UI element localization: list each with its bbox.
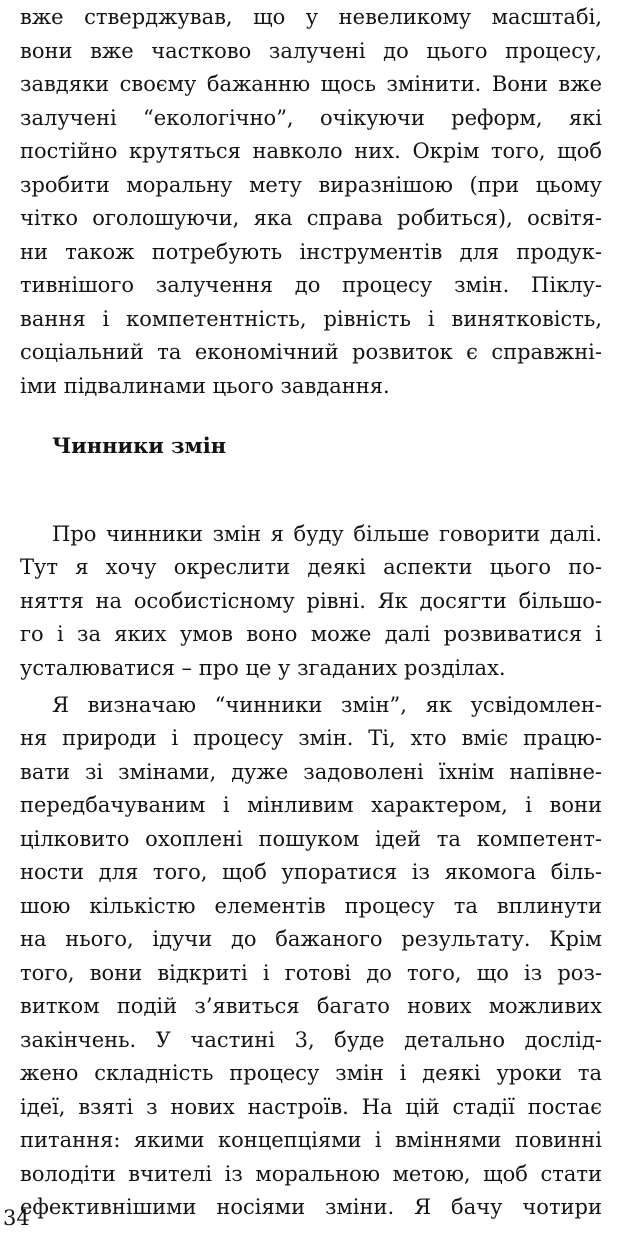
text-line: вати зі змінами, дуже задоволені їхнім напівне- bbox=[20, 760, 602, 784]
section-heading: Чинники змін bbox=[52, 433, 227, 458]
text-line: закінчень. У частині 3, буде детально дослід- bbox=[20, 1028, 602, 1052]
text-line: Про чинники змін я буду більше говорити далі. bbox=[52, 522, 602, 546]
text-line: жено складність процесу змін і деякі уроки та bbox=[20, 1061, 602, 1085]
text-line: ни також потребують інструментів для продук- bbox=[20, 240, 602, 264]
text-line: Я визначаю “чинники змін”, як усвідомлен- bbox=[52, 693, 602, 717]
text-line: питання: якими концепціями і вміннями повинні bbox=[20, 1128, 602, 1152]
text-line: на нього, ідучи до бажаного результату. Крім bbox=[20, 927, 602, 951]
text-line: чітко оголошуючи, яка справа робиться), освітя- bbox=[20, 206, 602, 230]
text-line: ідеї, взяті з нових настроїв. На цій стадії постає bbox=[20, 1095, 602, 1119]
text-line: передбачуваним і мінливим характером, і вони bbox=[20, 793, 602, 817]
text-line: ня природи і процесу змін. Ті, хто вміє працю- bbox=[20, 726, 602, 750]
text-line: залучені “екологічно”, очікуючи реформ, які bbox=[20, 106, 602, 130]
text-line: тивнішого залучення до процесу змін. Піклу- bbox=[20, 273, 602, 297]
text-line: цілковито охоплені пошуком ідей та компетент- bbox=[20, 827, 602, 851]
text-line: іми підвалинами цього завдання. bbox=[20, 374, 390, 398]
text-line: постійно крутяться навколо них. Окрім того, щоб bbox=[20, 139, 602, 163]
text-line: го і за яких умов воно може далі розвиватися і bbox=[20, 622, 602, 646]
text-line: завдяки своєму бажанню щось змінити. Вони вже bbox=[20, 72, 602, 96]
text-line: зробити моральну мету виразнішою (при цьому bbox=[20, 173, 602, 197]
text-line: володіти вчителі із моральною метою, щоб стати bbox=[20, 1162, 602, 1186]
text-line: няття на особистісному рівні. Як досягти більшо- bbox=[20, 589, 602, 613]
text-line: вання і компетентність, рівність і винятковість, bbox=[20, 307, 602, 331]
text-line: ности для того, щоб упоратися із якомога біль- bbox=[20, 860, 602, 884]
text-line: витком подій з’явиться багато нових можливих bbox=[20, 994, 602, 1018]
text-line: усталюватися – про це у згаданих розділах. bbox=[20, 656, 506, 680]
text-line: вони вже частково залучені до цього процесу, bbox=[20, 39, 602, 63]
text-line: Тут я хочу окреслити деякі аспекти цього по- bbox=[20, 555, 602, 579]
text-line: соціальний та економічний розвиток є справжні- bbox=[20, 340, 602, 364]
text-line: вже стверджував, що у невеликому масштабі, bbox=[20, 5, 602, 29]
text-line: ефективнішими носіями зміни. Я бачу чотири bbox=[20, 1195, 602, 1219]
page-number: 34 bbox=[3, 1206, 30, 1230]
text-line: шою кількістю елементів процесу та вплинути bbox=[20, 894, 602, 918]
text-line: того, вони відкриті і готові до того, що із роз- bbox=[20, 961, 602, 985]
